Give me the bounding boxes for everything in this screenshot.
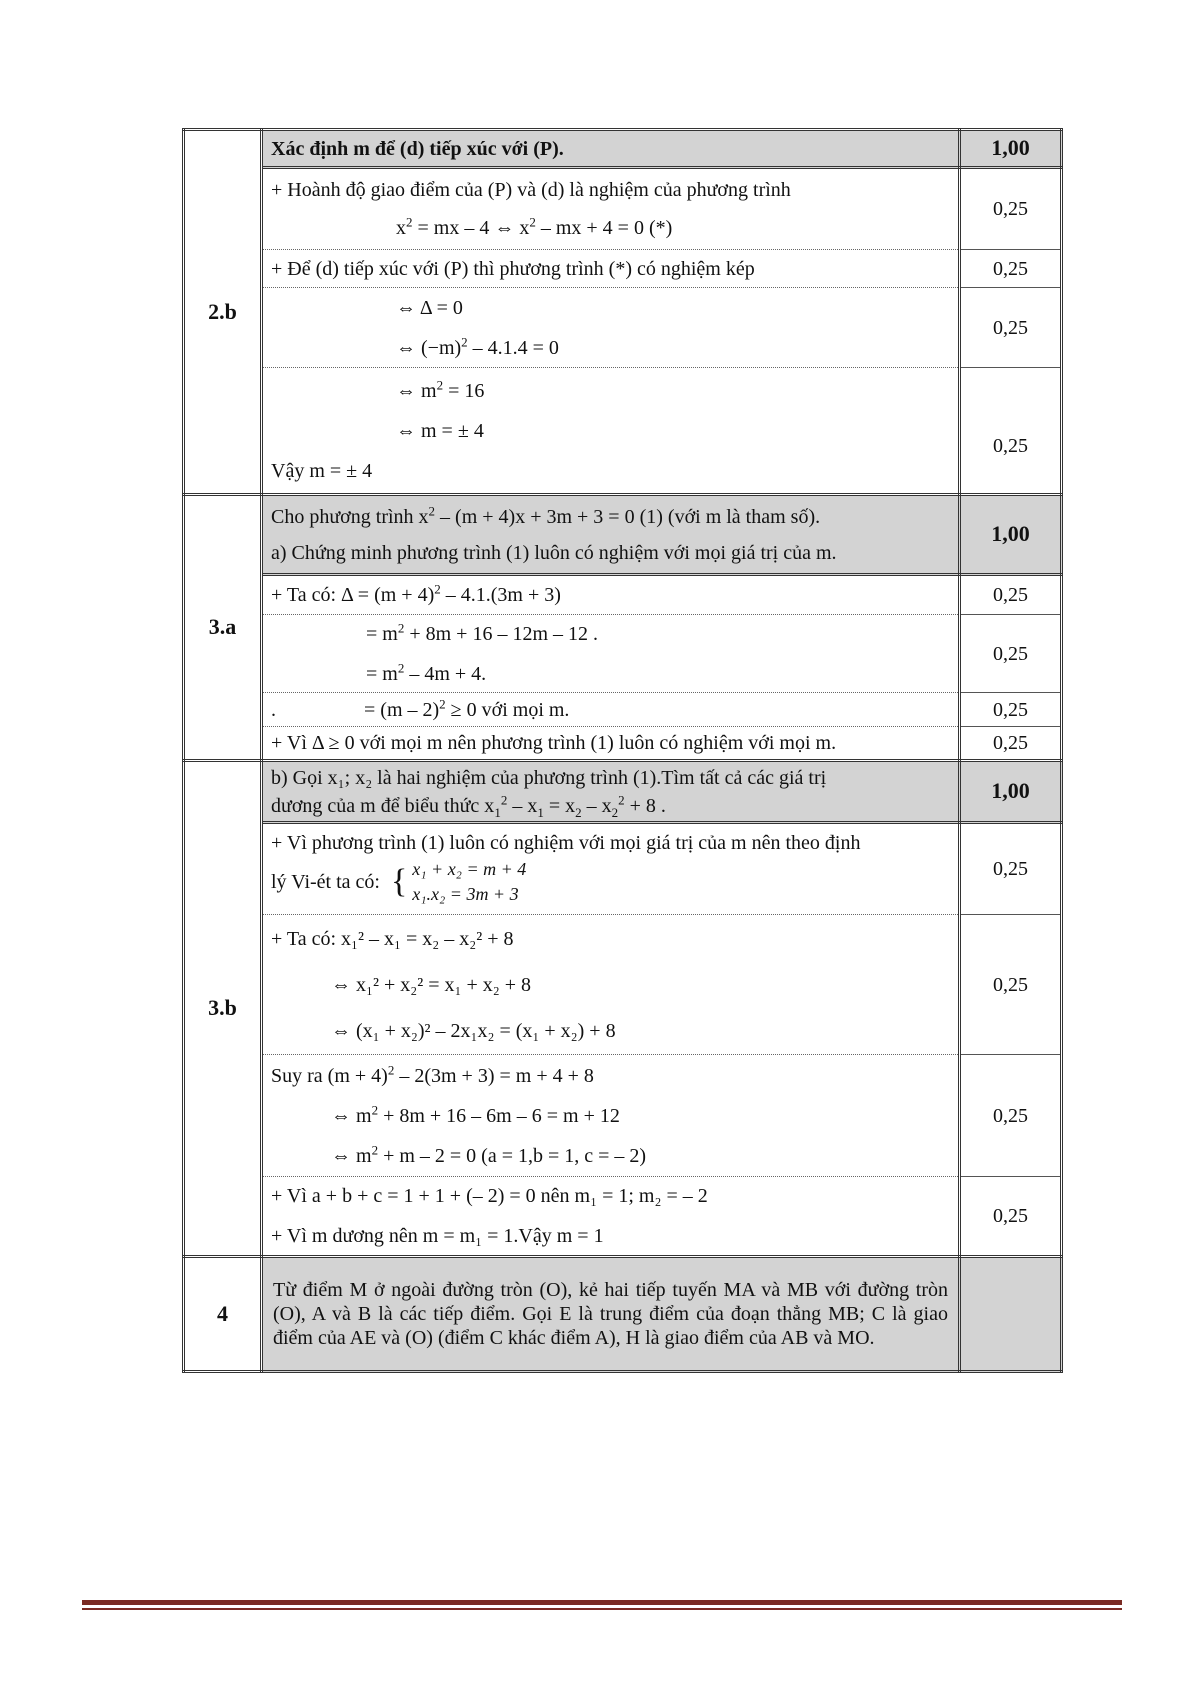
text-line: + Vì phương trình (1) luôn có nghiệm với mọi giá trị của m nên theo định [271,831,861,854]
row-2b-3 [184,288,1062,368]
row-3b-header [184,761,1062,823]
row-2b-2 [184,250,1062,288]
text-line: a) Chứng minh phương trình (1) luôn có nghiệm với mọi giá trị của m. [271,541,837,564]
score: 0,25 [960,1177,1062,1257]
row-2b-4 [184,368,1062,495]
row-3b-1 [184,823,1062,915]
label-3a: 3.a [184,495,262,761]
row-4 [184,1257,1062,1372]
equation: ⇔ $m^2 + m - 2 = 0$ (a = 1,b = 1, c = – 2) [331,1141,647,1167]
equation: = $m^2 + 8m + 16 - 12m - 12$ . [366,619,599,645]
row-2b-1 [184,168,1062,250]
text-line: b) Gọi x₁; x₂ là hai nghiệm của phương trình (1).Tìm tất cả các giá trị [271,766,827,789]
equation: + Ta có: x₁² – x₁ = x₂ – x₂² + 8 [271,927,514,950]
header-3a [262,495,960,575]
cell-2b-2: + Để (d) tiếp xúc với (P) thì phương trình (*) có nghiệm kép [262,250,960,288]
score: 0,25 [960,727,1062,761]
problem-4 [262,1257,960,1372]
equation: . = (m – 2)$^2$ ≥ 0 với mọi m. [271,695,570,721]
score: 0,25 [960,288,1062,368]
equation: + Ta có: $\Delta = (m + 4)^2 - 4.1.(3m + 3)$ [271,581,561,606]
cell-3a-4: + Vì Δ ≥ 0 với mọi m nên phương trình (1) luôn có nghiệm với mọi m. [262,727,960,761]
cell-3b-1 [262,823,960,915]
cell-3b-3 [262,1055,960,1177]
footer-rule-thin [82,1608,1122,1610]
row-3b-3 [184,1055,1062,1177]
equation: ⇔ (x₁ + x₂)² – 2x₁x₂ = (x₁ + x₂) + 8 [331,1019,616,1042]
text-line: Cho phương trình $x^2 - (m + 4)x + 3m + 3 = 0$ (1) (với m là tham số). [271,502,821,528]
footer-rule [82,1600,1122,1605]
score-2b-header: 1,00 [960,130,1062,168]
header-3b [262,761,960,823]
row-3a-4 [184,727,1062,761]
row-3a-3 [184,693,1062,727]
score-3b-header: 1,00 [960,761,1062,823]
vieta-system: lý Vi-ét ta có: { x₁ + x₂ = m + 4 x₁.x₂ = 3m + 3 [271,858,527,904]
conclusion: + Vì m dương nên m = m₁ = 1.Vậy m = 1 [271,1225,604,1247]
score: 0,25 [960,615,1062,693]
score-3a-header: 1,00 [960,495,1062,575]
score: 0,25 [960,915,1062,1055]
label-2b: 2.b [184,130,262,495]
score: 0,25 [960,368,1062,495]
conclusion: Vậy m = ± 4 [271,459,373,482]
cell-3a-3 [262,693,960,727]
score-4-empty [960,1257,1062,1372]
row-2b-header [184,130,1062,168]
equation: = $m^2 - 4m + 4$. [366,659,487,685]
cell-2b-3 [262,288,960,368]
row-3a-1 [184,575,1062,615]
cell-2b-4 [262,368,960,495]
equation: ⇔ $m^2 = 16$ [396,376,485,402]
score: 0,25 [960,250,1062,288]
equation: ⇔ m = ± 4 [396,419,484,442]
score: 0,25 [960,168,1062,250]
equation: Suy ra $(m + 4)^2 - 2(3m + 3) = m + 4 + 8$ [271,1061,594,1087]
score: 0,25 [960,575,1062,615]
row-3b-2 [184,915,1062,1055]
equation: ⇔ Δ = 0 [396,296,463,319]
text-line: dương của m để biểu thức $x_1^2 - x_1 = x_2 - x_2^2 + 8$ . [271,791,666,820]
cell-3a-2 [262,615,960,693]
equation: $x^2$ = mx – 4 ⇔ $x^2$ – mx + 4 = 0 (*) [396,214,673,239]
row-3a-2 [184,615,1062,693]
cell-3b-4 [262,1177,960,1257]
score: 0,25 [960,693,1062,727]
score: 0,25 [960,1055,1062,1177]
header-2b: Xác định m để (d) tiếp xúc với (P). [262,130,960,168]
text-line: + Hoành độ giao điểm của (P) và (d) là nghiệm của phương trình [271,179,791,201]
equation: ⇔ $m^2 + 8m + 16 - 6m - 6 = m + 12$ [331,1101,620,1127]
score: 0,25 [960,823,1062,915]
brace-icon: { [390,862,408,900]
cell-2b-1 [262,168,960,250]
equation: ⇔ x₁² + x₂² = x₁ + x₂ + 8 [331,973,531,996]
text-line: + Vì a + b + c = 1 + 1 + (– 2) = 0 nên m₁ = 1; m₂ = – 2 [271,1185,708,1207]
cell-3a-1 [262,575,960,615]
label-3b: 3.b [184,761,262,1257]
problem-text: Từ điểm M ở ngoài đường tròn (O), kẻ hai tiếp tuyến MA và MB với đường tròn (O), A và B là các tiếp điểm. Gọi E là trung điểm của đoạn thẳng MB; C là giao điểm của AE và (O) (điểm C khác điểm A), H là giao điểm của AB và MO. [273,1279,948,1349]
equation: ⇔ $(-m)^2 - 4.1.4 = 0$ [396,333,559,359]
cell-3b-2 [262,915,960,1055]
label-4: 4 [184,1257,262,1372]
row-3a-header [184,495,1062,575]
answer-table [182,128,1063,1373]
row-3b-4 [184,1177,1062,1257]
